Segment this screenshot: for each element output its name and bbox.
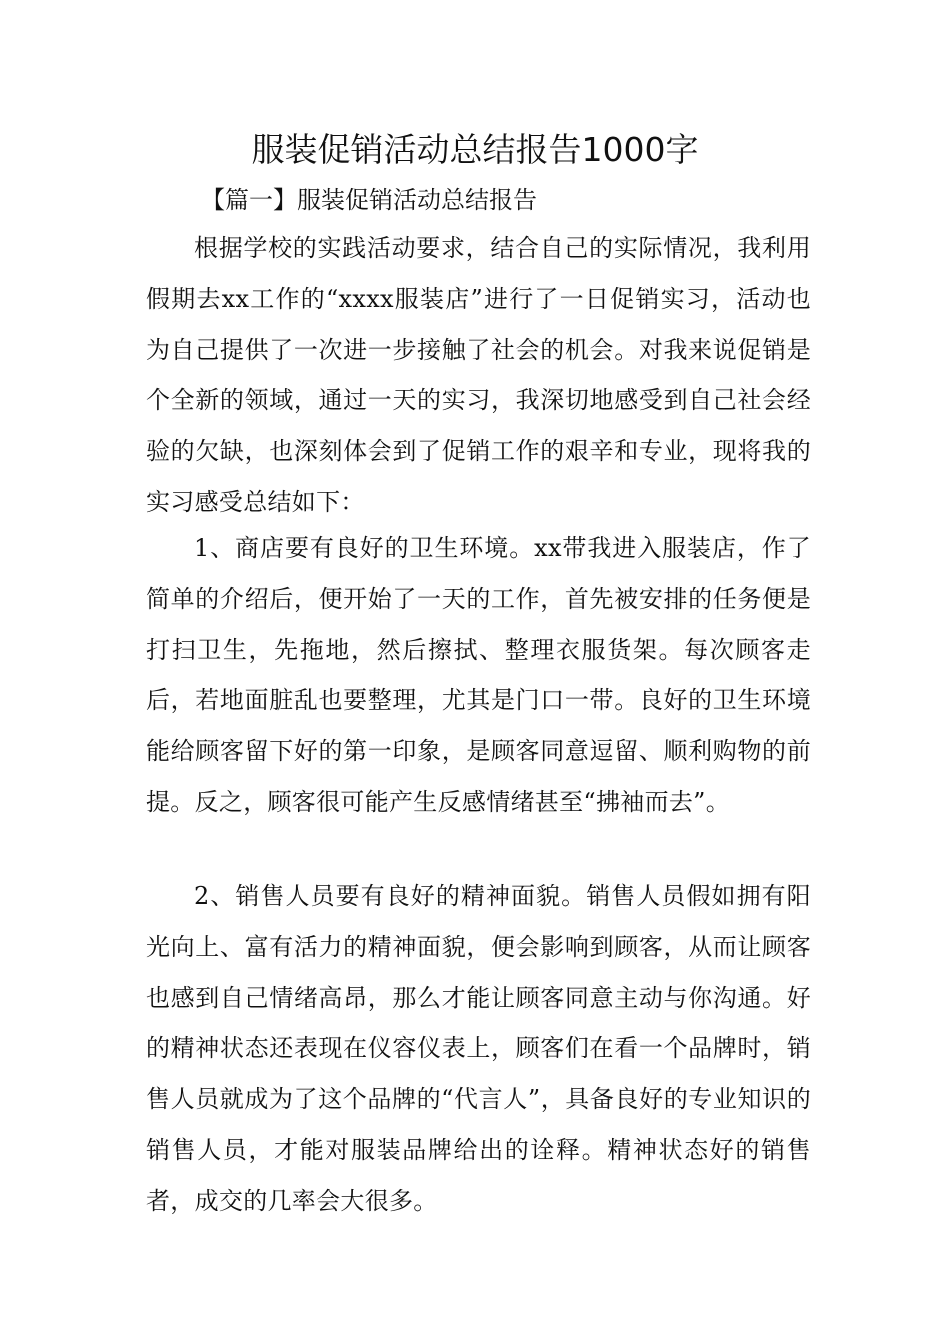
paragraph-point-1: 1、商店要有良好的卫生环境。xx带我进入服装店，作了简单的介绍后，便开始了一天的工作，首先被安排的任务便是打扫卫生，先拖地，然后擦拭、整理衣服货架。每次顾客走后，若地面脏乱也要整理，尤其是门口一带。良好的卫生环境能给顾客留下好的第一印象，是顾客同意逗留、顺利购物的前提。反之，顾客很可能产生反感情绪甚至“拂袖而去”。 bbox=[146, 534, 811, 816]
paragraph-point-2: 2、销售人员要有良好的精神面貌。销售人员假如拥有阳光向上、富有活力的精神面貌，便会影响到顾客，从而让顾客也感到自己情绪高昂，那么才能让顾客同意主动与你沟通。好的精神状态还表现在仪容仪表上，顾客们在看一个品牌时，销售人员就成为了这个品牌的“代言人”，具备良好的专业知识的销售人员，才能对服装品牌给出的诠释。精神状态好的销售者，成交的几率会大很多。 bbox=[146, 882, 811, 1215]
section-heading: 【篇一】服装促销活动总结报告 bbox=[201, 186, 537, 214]
paragraph-intro: 根据学校的实践活动要求，结合自己的实际情况，我利用假期去xx工作的“xxxx服装店”进行了一日促销实习，活动也为自己提供了一次进一步接触了社会的机会。对我来说促销是个全新的领域，通过一天的实习，我深切地感受到自己社会经验的欠缺，也深刻体会到了促销工作的艰辛和专业，现将我的实习感受总结如下： bbox=[146, 234, 811, 516]
document-title: 服装促销活动总结报告1000字 bbox=[251, 130, 699, 169]
